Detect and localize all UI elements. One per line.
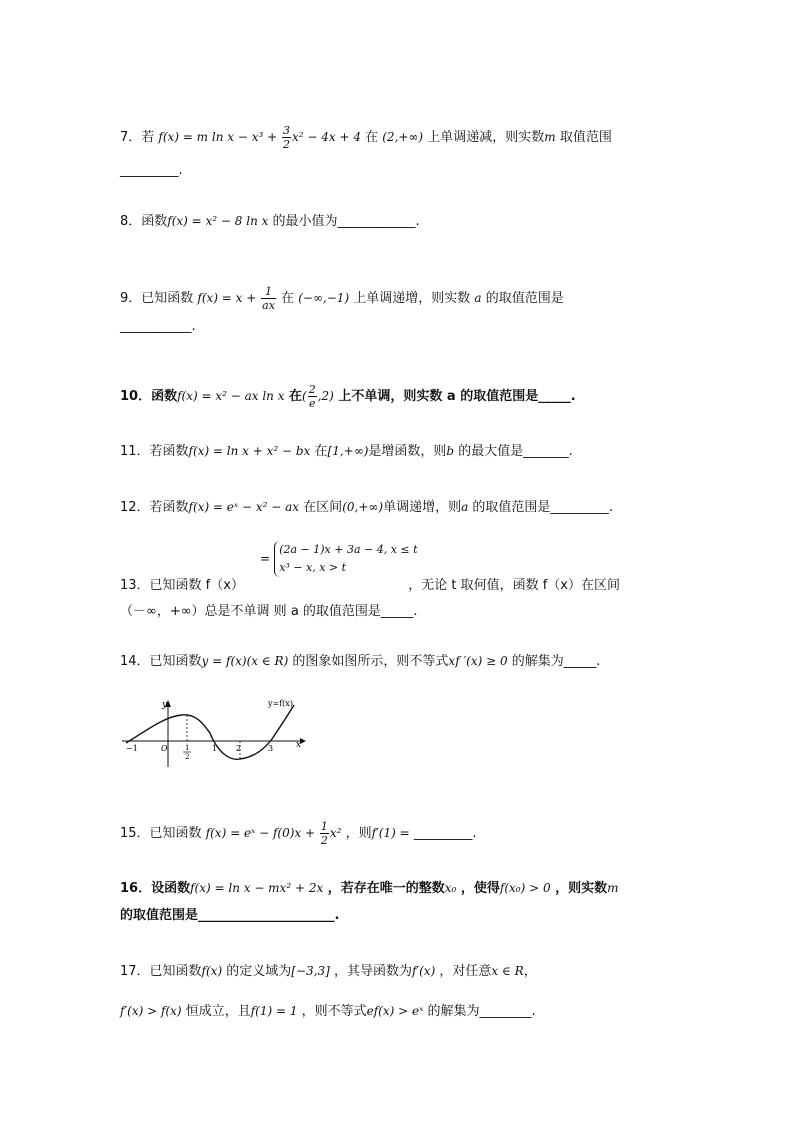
origin-label: O bbox=[161, 744, 168, 753]
question-12: 12．若函数f(x) = eˣ − x² − ax 在区间(0,+∞)单调递增，则a 的取值范围是_________. bbox=[120, 500, 614, 515]
q9-formula: f(x) = x + bbox=[197, 291, 261, 305]
question-9: 9．已知函数 f(x) = x + $\frac{1}{ax}$ 在 (−∞,−1) 上单调递增，则实数 a 的取值范围是 bbox=[120, 285, 564, 312]
q15-formula: f(x) = eˣ − f(0)x + bbox=[205, 826, 319, 840]
question-14: 14．已知函数y = f(x)(x ∈ R) 的图象如图所示，则不等式xf ′(x) ≥ 0 的解集为_____. bbox=[120, 654, 601, 669]
tick-half-den: 2 bbox=[185, 753, 190, 761]
question-10: 10．函数f(x) = x² − ax ln x 在( $\frac{2}{e}$ ,2) 上不单调，则实数 a 的取值范围是_____. bbox=[120, 383, 576, 410]
q13-cases: (2a − 1)x + 3a − 4, x ≤ t x³ − x, x > t bbox=[274, 541, 417, 577]
q15-fraction: $\frac{1}{2}$ bbox=[320, 820, 328, 847]
question-13: 13．已知函数 f（x） ，无论 t 取何值，函数 f（x）在区间 bbox=[120, 578, 620, 593]
tick-three: 3 bbox=[268, 744, 274, 753]
q7-interval: (2,+∞) bbox=[382, 130, 424, 144]
q12-formula: f(x) = eˣ − x² − ax bbox=[188, 500, 300, 514]
tick-neg-one: −1 bbox=[126, 744, 138, 753]
tick-half-num: 1 bbox=[185, 744, 190, 752]
q16-formula: f(x) = ln x − mx² + 2x bbox=[190, 881, 324, 895]
question-8: 8．函数f(x) = x² − 8 ln x 的最小值为____________. bbox=[120, 214, 420, 229]
curve-label: y=f(x) bbox=[268, 699, 293, 708]
q14-formula: y = f(x)(x ∈ R) bbox=[201, 654, 289, 668]
q7-blank: _________. bbox=[120, 163, 183, 178]
q8-formula: f(x) = x² − 8 ln x bbox=[167, 214, 269, 228]
question-11: 11．若函数f(x) = ln x + x² − bx 在[1,+∞)是增函数，则b 的最大值是_______. bbox=[120, 444, 573, 459]
q13-piecewise: = (2a − 1)x + 3a − 4, x ≤ t x³ − x, x > t bbox=[260, 541, 418, 577]
q7-fraction: $\frac{3}{2}$ bbox=[282, 124, 290, 151]
q10-fraction: $\frac{2}{e}$ bbox=[308, 383, 316, 410]
question-16: 16．设函数f(x) = ln x − mx² + 2x ，若存在唯一的整数x₀ ，使得f(x₀) > 0 ，则实数m bbox=[120, 881, 619, 896]
question-15: 15．已知函数 f(x) = eˣ − f(0)x + $\frac{1}{2}$ x² ，则f′(1) = _________. bbox=[120, 820, 477, 847]
q13-line2: （－∞，+∞）总是不单调 则 a 的取值范围是_____. bbox=[120, 604, 418, 619]
q9-fraction: $\frac{1}{ax}$ bbox=[262, 285, 275, 312]
x-axis-label: x bbox=[296, 740, 302, 750]
q16-line2: 的取值范围是_____________________. bbox=[120, 908, 340, 923]
q7-formula: f(x) = m ln x − x³ + bbox=[158, 130, 281, 144]
question-7: 7．若 f(x) = m ln x − x³ + $\frac{3}{2}$ x² − 4x + 4 在 (2,+∞) 上单调递减，则实数m 取值范围 bbox=[120, 124, 612, 151]
tick-one: 1 bbox=[212, 744, 218, 753]
question-17: 17．已知函数f(x) 的定义域为[−3,3] ，其导函数为f′(x) ，对任意x ∈ R， bbox=[120, 964, 537, 979]
tick-two: 2 bbox=[236, 744, 242, 753]
function-graph bbox=[118, 695, 308, 770]
y-axis-label: y bbox=[162, 700, 168, 710]
q17-line2: f′(x) > f(x) 恒成立，且f(1) = 1 ，则不等式ef(x) > eˣ 的解集为________. bbox=[120, 1004, 536, 1019]
q11-formula: f(x) = ln x + x² − bx bbox=[188, 444, 311, 458]
q9-blank: ___________. bbox=[120, 319, 196, 334]
q10-formula: f(x) = x² − ax ln x bbox=[177, 389, 285, 403]
